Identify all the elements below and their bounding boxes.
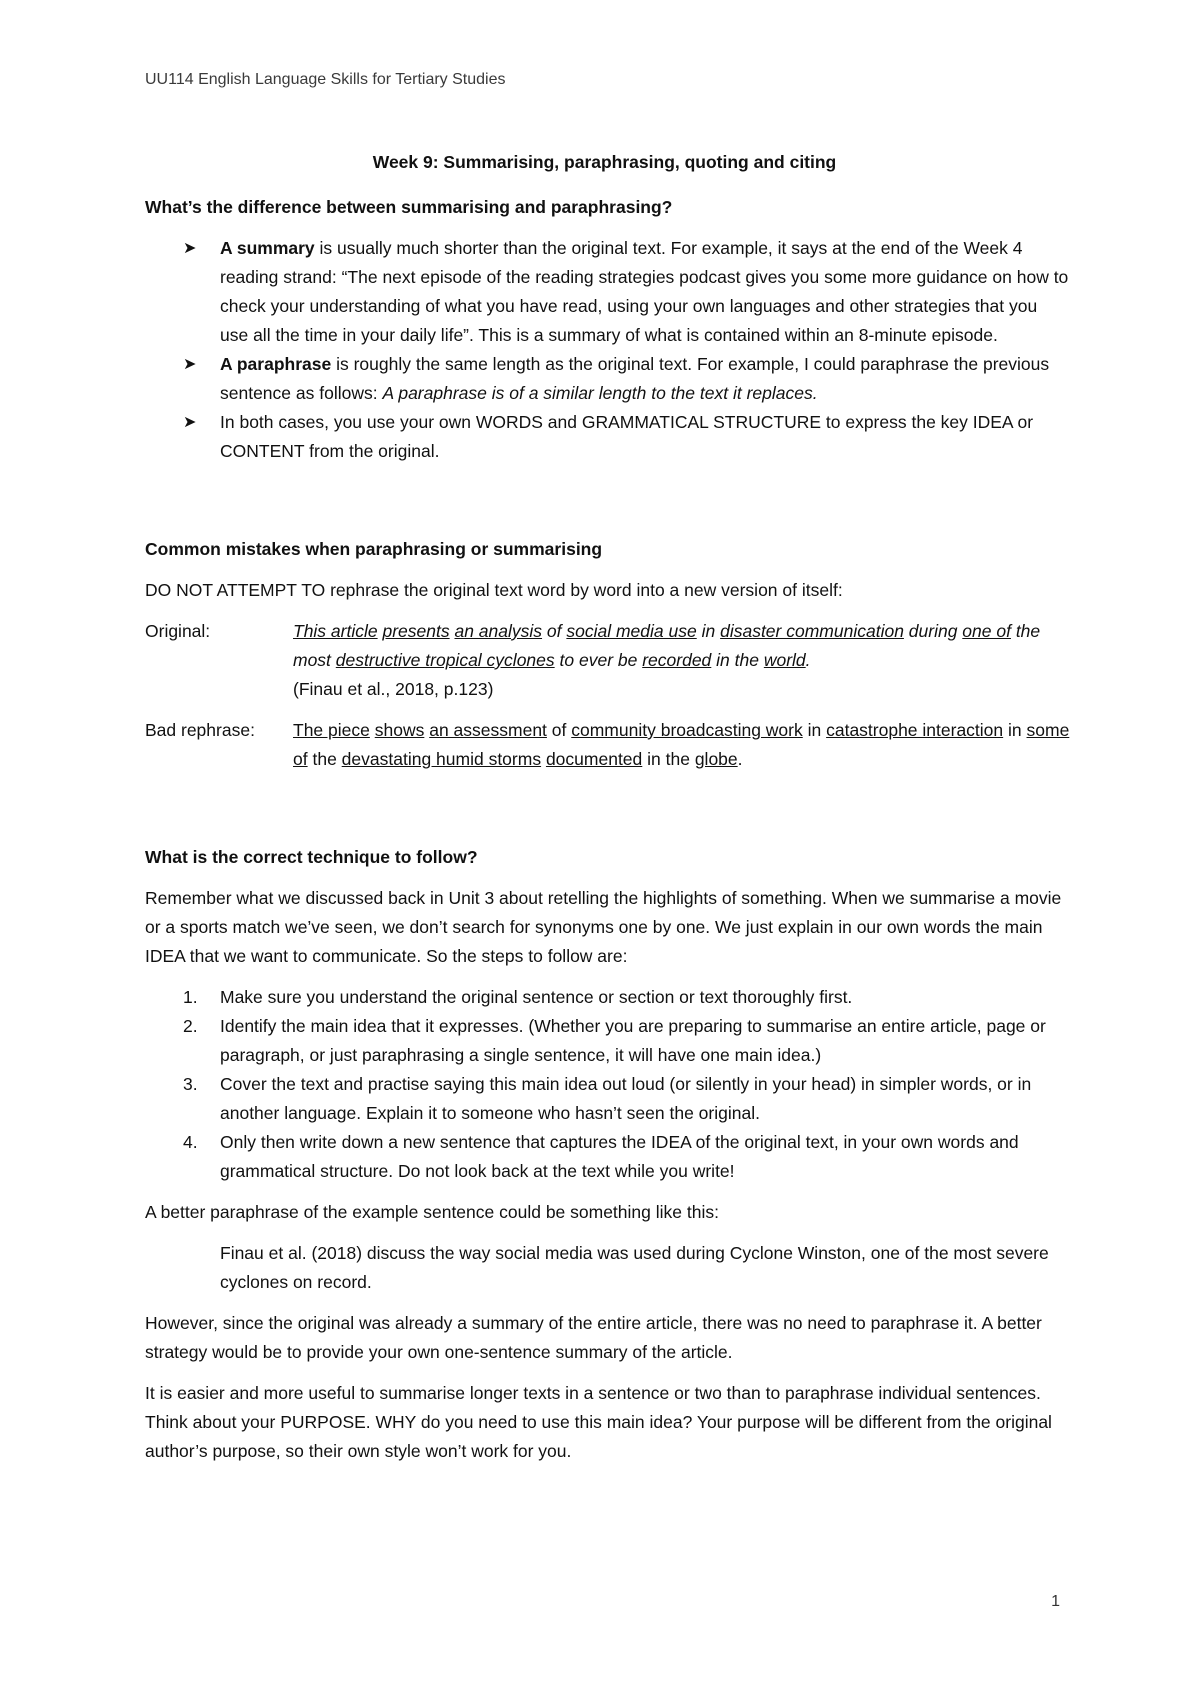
both-cases-text: In both cases, you use your own WORDS and GRAMMATICAL STRUCTURE to express the key IDEA or CONTENT from the original. bbox=[220, 412, 1034, 461]
mistakes-intro: DO NOT ATTEMPT TO rephrase the original text word by word into a new version of itself: bbox=[145, 580, 843, 600]
purpose-paragraph: It is easier and more useful to summarise longer texts in a sentence or two than to paraphrase individual sentences. Think about your PURPOSE. WHY do you need to use this main idea? Your purpose will be different from the original author’s purpose, so their own style won’t work for you. bbox=[145, 1383, 1052, 1461]
list-item-summary bbox=[145, 234, 1070, 350]
step-item bbox=[145, 1012, 1070, 1070]
sentence-fragment: of bbox=[542, 621, 567, 641]
original-example bbox=[145, 617, 1070, 704]
better-paraphrase-intro: A better paraphrase of the example sentence could be something like this: bbox=[145, 1202, 719, 1222]
sentence-fragment: . bbox=[737, 749, 743, 769]
arrowhead-bullet-icon: ➤ bbox=[183, 240, 197, 257]
underlined-phrase: community broadcasting work bbox=[571, 720, 803, 740]
underlined-phrase: world bbox=[763, 650, 806, 670]
sentence-fragment: . bbox=[805, 650, 811, 670]
underlined-phrase: some of bbox=[293, 720, 1070, 769]
arrowhead-bullet-icon: ➤ bbox=[183, 356, 197, 373]
underlined-phrase: recorded bbox=[642, 650, 712, 670]
sentence-fragment: in bbox=[802, 720, 827, 740]
original-sentence bbox=[293, 617, 1070, 675]
step-text: Identify the main idea that it expresses. (Whether you are preparing to summarise an entire article, page or paragraph, or just paraphrasing a single sentence, it will have one main idea.) bbox=[220, 1016, 1046, 1065]
page-title: Week 9: Summarising, paraphrasing, quoting and citing bbox=[372, 152, 837, 172]
underlined-phrase: documented bbox=[545, 749, 643, 769]
original-text-block bbox=[293, 617, 1070, 704]
section-heading-difference: What’s the difference between summarising and paraphrasing? bbox=[145, 197, 673, 217]
sentence-fragment: of bbox=[546, 720, 572, 740]
page-number: 1 bbox=[1051, 1593, 1060, 1610]
sentence-fragment: in the bbox=[711, 650, 764, 670]
sentence-fragment: to ever be bbox=[554, 650, 643, 670]
underlined-phrase: social media use bbox=[566, 621, 697, 641]
underlined-phrase: devastating humid storms bbox=[341, 749, 542, 769]
underlined-phrase: disaster communication bbox=[720, 621, 904, 641]
section-heading-correct-technique: What is the correct technique to follow? bbox=[145, 847, 478, 867]
document-body bbox=[145, 148, 1070, 1466]
better-paraphrase-example: Finau et al. (2018) discuss the way social media was used during Cyclone Winston, one of the most severe cyclones on record. bbox=[220, 1243, 1049, 1292]
underlined-phrase: globe bbox=[694, 749, 738, 769]
step-text: Cover the text and practise saying this main idea out loud (or silently in your head) in simpler words, or in another language. Explain it to someone who hasn’t seen the original. bbox=[220, 1074, 1032, 1123]
underlined-phrase: shows bbox=[374, 720, 425, 740]
step-number: 3. bbox=[183, 1074, 198, 1094]
steps-list bbox=[145, 983, 1070, 1186]
underlined-phrase: The piece bbox=[293, 720, 370, 740]
page-header: UU114 English Language Skills for Tertiary Studies bbox=[145, 71, 506, 88]
step-number: 1. bbox=[183, 987, 198, 1007]
term-paraphrase: A paraphrase bbox=[220, 354, 332, 374]
summary-description: is usually much shorter than the original text. For example, it says at the end of the Week 4 reading strand: “The next episode of the reading strategies podcast gives you some more guidance on how to check your understanding of what you have read, using your own languages and other strategies that you use all the time in your daily life”. This is a summary of what is contained within an 8-minute episode. bbox=[220, 238, 1069, 345]
step-number: 2. bbox=[183, 1016, 198, 1036]
underlined-phrase: an analysis bbox=[454, 621, 543, 641]
original-citation: (Finau et al., 2018, p.123) bbox=[293, 679, 494, 699]
paraphrase-description: is roughly the same length as the original text. For example, I could paraphrase the previous sentence as follows: bbox=[220, 354, 1050, 403]
step-text: Make sure you understand the original sentence or section or text thoroughly first. bbox=[220, 987, 853, 1007]
underlined-phrase: catastrophe interaction bbox=[826, 720, 1004, 740]
bad-rephrase-label: Bad rephrase: bbox=[145, 720, 255, 740]
step-text: Only then write down a new sentence that captures the IDEA of the original text, in your own words and grammatical structure. Do not look back at the text while you write! bbox=[220, 1132, 1019, 1181]
bad-rephrase-sentence bbox=[293, 716, 1070, 774]
paraphrase-example: A paraphrase is of a similar length to the text it replaces. bbox=[382, 383, 818, 403]
underlined-phrase: one of bbox=[962, 621, 1011, 641]
sentence-fragment: during bbox=[903, 621, 963, 641]
original-label: Original: bbox=[145, 621, 211, 641]
underlined-phrase: an assessment bbox=[429, 720, 547, 740]
underlined-phrase: presents bbox=[382, 621, 450, 641]
however-paragraph: However, since the original was already a summary of the entire article, there was no need to paraphrase it. A better strategy would be to provide your own one-sentence summary of the article. bbox=[145, 1313, 1042, 1362]
underlined-phrase: This article bbox=[293, 621, 378, 641]
technique-intro: Remember what we discussed back in Unit 3 about retelling the highlights of something. When we summarise a movie or a sports match we’ve seen, we don’t search for synonyms one by one. We just explain in our own words the main IDEA that we want to communicate. So the steps to follow are: bbox=[145, 888, 1062, 966]
difference-bullet-list bbox=[145, 234, 1070, 466]
sentence-fragment: the bbox=[307, 749, 342, 769]
list-item-paraphrase bbox=[145, 350, 1070, 408]
step-item bbox=[145, 1128, 1070, 1186]
underlined-phrase: destructive tropical cyclones bbox=[335, 650, 555, 670]
sentence-fragment: in bbox=[1003, 720, 1027, 740]
step-item bbox=[145, 983, 1070, 1012]
section-heading-common-mistakes: Common mistakes when paraphrasing or summarising bbox=[145, 539, 603, 559]
arrowhead-bullet-icon: ➤ bbox=[183, 414, 197, 431]
step-number: 4. bbox=[183, 1132, 198, 1152]
step-item bbox=[145, 1070, 1070, 1128]
list-item-both-cases bbox=[145, 408, 1070, 466]
sentence-fragment: in the bbox=[642, 749, 695, 769]
sentence-fragment: the most bbox=[293, 621, 1041, 670]
bad-rephrase-example bbox=[145, 716, 1070, 774]
term-summary: A summary bbox=[220, 238, 315, 258]
sentence-fragment: in bbox=[696, 621, 721, 641]
